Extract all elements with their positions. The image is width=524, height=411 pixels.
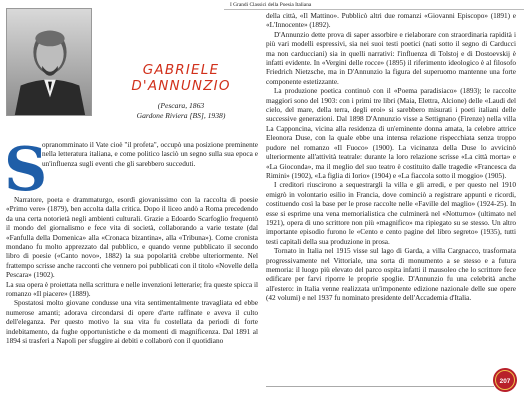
- drop-cap-s: [2, 135, 48, 205]
- right-column: [266, 12, 516, 304]
- birth-info: (Pescara, 1863: [157, 101, 205, 110]
- death-info: Gardone Riviera [BS], 1938): [136, 111, 226, 120]
- paragraph: Narratore, poeta e drammaturgo, esordì giovanissimo con la raccolta di poesie «Primo vere» (1879), ben accolta dalla critica. Dopo il liceo andò a Roma precedendo da una certa notorietà negli ambienti culturali. Grazie a Edoardo Scarfoglio frequentò il mondo del giornalismo e fece vita di società, collaborando a varie testate (dal «Fanfulla della Domenica» alla «Cronaca bizantina», alla «Tribuna»). Come cronista mondano fu molto apprezzato dal pubblico, e quando venne pubblicato il secondo libro di poesie («Canto novo», 1882) la sua popolarità crebbe ulteriormente. Nel frattempo scrisse anche racconti che vennero poi pubblicati con il titolo «Novelle della Pescara» (1902).: [6, 196, 258, 280]
- left-body-text: [6, 196, 258, 347]
- paragraph: D'Annunzio dette prova di saper assorbire e rielaborare con straordinaria rapidità i più vari modelli espressivi, sia nei suoi testi poetici (nati sotto il segno di Carducci ma non carducciani) sia in quelli narrativi: l'influenza di Tolstoj e di Dostoevskij è infatti evidente. In «Vergini delle rocce» (1895) il riferimento ideologico è al filosofo Friedrich Nietzsche, ma in D'Annunzio la figura del superuomo mantenne una forte componente estetizzante.: [266, 30, 516, 86]
- author-last-name: D'ANNUNZIO: [131, 78, 231, 94]
- paragraph: della città, «Il Mattino». Pubblicò altri due romanzi «Giovanni Episcopo» (1891) e «L'Innocente» (1892).: [266, 12, 516, 30]
- running-header: I Grandi Classici della Poesia Italiana: [224, 0, 524, 10]
- author-title: [106, 62, 256, 121]
- paragraph: I creditori riuscirono a sequestrargli la villa e gli arredi, e per questo nel 1910 emigrò in volontario esilio in Francia, dove cominciò a registrare appunti e ricordi, costituendo così la base per le prose raccolte nelle «Faville del maglio» (1924-25). In esse si esprime una vena memorialistica che culminerà nel «Notturno» (ultimato nel 1921), opera di uno scrittore non più «magnifico» ma ripiegato su se stesso. Un altro importante episodio furono le «Cento e cento pagine del libro segreto» (1935), tutti testi capitali della sua produzione in prosa.: [266, 181, 516, 246]
- paragraph: Spostatosi molto giovane condusse una vita sentimentalmente travagliata ed ebbe numerose amanti; adorava circondarsi di opere d'arte raffinate e aveva il culto dell'eleganza. Per questo motivo la sua vita fu costellata da periodi di forte indebitamento, da fughe opportunistiche e da momenti di magnificenza. Dal 1891 al 1894 si trasferì a Napoli per sfuggire ai debiti e collaborò con il quotidiano: [6, 299, 258, 346]
- footer-rule: [266, 386, 494, 387]
- intro-paragraph: opranomminato il Vate cioè "il profeta", occupò una posizione preminente nella letteratura italiana, e come politico lasciò un segno sulla sua epoca e un'influenza sugli eventi che gli sarebbero succeduti.: [42, 141, 258, 168]
- paragraph: La sua opera è proiettata nella scrittura e nelle invenzioni letterarie; fra queste spicca il romanzo «Il piacere» (1889).: [6, 280, 258, 299]
- author-first-name: GABRIELE: [142, 62, 220, 78]
- author-portrait: [6, 8, 92, 116]
- paragraph: Tornato in Italia nel 1915 visse sul lago di Garda, a villa Cargnacco, trasformata progressivamente nel Vittoriale, una sorta di monumento a se stesso e a futura memoria: il luogo più elevato del parco ospita infatti il mausoleo che lo scrittore fece edificare per farvi riporre le proprie spoglie. D'Annunzio fu una celebrità anche all'estero: in Italia venne realizzata un'imponente edizione nazionale delle sue opere (42 volumi) e nel 1937 fu nominato presidente dell'Accademia d'Italia.: [266, 247, 516, 303]
- drop-cap-letter: S: [4, 135, 48, 205]
- page-number: 207: [499, 378, 511, 385]
- paragraph: La produzione poetica continuò con il «Poema paradisiaco» (1893); le raccolte maggiori sono del 1903: con i primi tre libri (Maia, Elettra, Alcione) delle «Laudi del cielo, del mare, della terra, degli eroi» si sarebbero misurati i poeti italiani delle successive generazioni. Dal 1898 D'Annunzio visse a Settignano (Firenze) nella villa La Capponcina, vicina alla residenza di un'eminente donna amata, la celebre attrice Eleonora Duse, con la quale ebbe una intensa relazione rispecchiata senza troppo pudore nel romanzo «Il Fuoco» (1900). La vicinanza della Duse lo avvicinò ulteriormente all'attività teatrale: durante la loro relazione scrisse «La città morta» e «La Gioconda», ma il meglio del suo teatro è costituito dalle tragedie «Francesca da Rimini» (1902), «La figlia di Iorio» (1904) e «La fiaccola sotto il moggio» (1905).: [266, 87, 516, 180]
